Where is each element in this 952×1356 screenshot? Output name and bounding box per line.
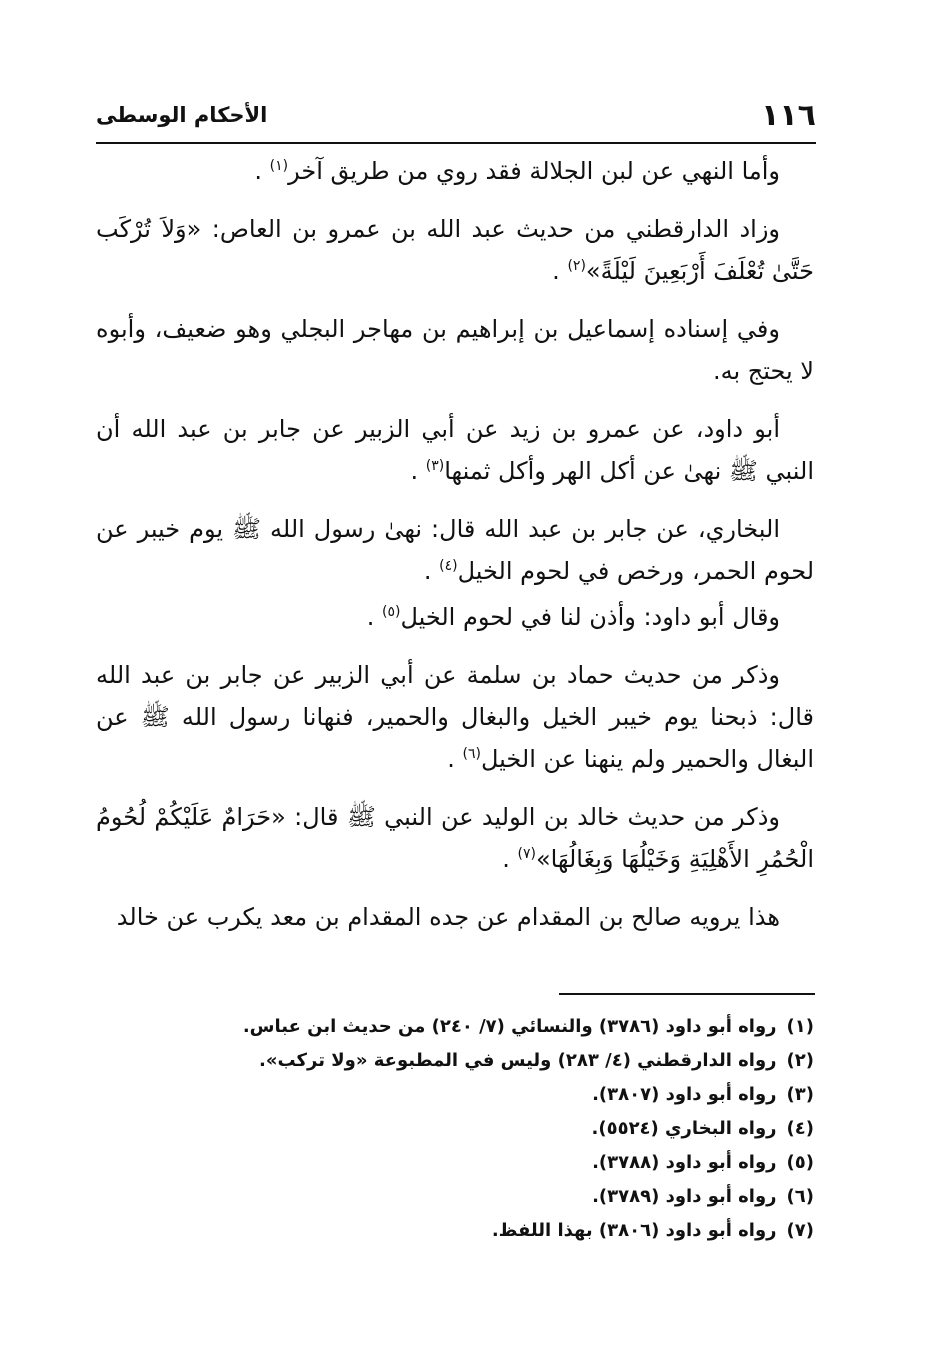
footnote-text: رواه أبو داود (٣٧٨٨). bbox=[592, 1152, 777, 1173]
footnote-number: (١) bbox=[786, 1016, 814, 1037]
footnote-reference: (٣) bbox=[425, 458, 445, 474]
footnote-number: (٥) bbox=[786, 1152, 814, 1173]
footnote-reference: (٥) bbox=[381, 604, 401, 620]
footnote-reference: (٤) bbox=[439, 558, 458, 574]
footnote bbox=[96, 1112, 814, 1146]
paragraph-end: . bbox=[423, 557, 440, 585]
paragraph-end: . bbox=[366, 603, 382, 631]
paragraph-text: وذكر من حديث حماد بن سلمة عن أبي الزبير عن جابر بن عبد الله قال: ذبحنا يوم خيبر الخيل والبغال والحمير، فنهانا رسول الله ﷺ عن البغال والحمير ولم ينهنا عن الخيل bbox=[96, 661, 814, 773]
footnote-number: (٤) bbox=[786, 1118, 814, 1139]
footnotes bbox=[96, 1010, 814, 1248]
paragraph-end: . bbox=[410, 457, 426, 485]
footnote-reference: (٧) bbox=[517, 846, 536, 862]
footnote-text: رواه أبو داود (٣٨٠٦) بهذا اللفظ. bbox=[491, 1220, 777, 1241]
footnote-number: (٢) bbox=[786, 1050, 814, 1071]
paragraph bbox=[96, 150, 814, 192]
page-header bbox=[96, 98, 816, 132]
paragraph-text: وزاد الدارقطني من حديث عبد الله بن عمرو بن العاص: «وَلاَ تُرْكَب حَتَّىٰ تُعْلَفَ أَرْبَعِينَ لَيْلَةً» bbox=[96, 215, 814, 285]
main-text bbox=[96, 150, 814, 954]
paragraph bbox=[96, 208, 814, 292]
paragraph bbox=[96, 796, 814, 880]
running-title: الأحكام الوسطى bbox=[96, 103, 268, 127]
paragraph-text: وذكر من حديث خالد بن الوليد عن النبي ﷺ قال: «حَرَامٌ عَلَيْكُمْ لُحُومُ الْحُمُرِ الأَهْلِيَةِ وَخَيْلُهَا وَبِغَالُهَا» bbox=[96, 803, 814, 873]
paragraph-text: وفي إسناده إسماعيل بن إبراهيم بن مهاجر البجلي وهو ضعيف، وأبوه لا يحتج به. bbox=[96, 315, 814, 385]
paragraph-end: . bbox=[552, 257, 568, 285]
paragraph-text: هذا يرويه صالح بن المقدام عن جده المقدام بن معد يكرب عن خالد bbox=[116, 903, 780, 931]
footnote bbox=[96, 1146, 814, 1180]
footnote-text: رواه أبو داود (٣٨٠٧). bbox=[592, 1084, 777, 1105]
paragraph-end: . bbox=[502, 845, 518, 873]
paragraph bbox=[96, 654, 814, 780]
footnote-reference: (٢) bbox=[567, 258, 586, 274]
footnote-reference: (١) bbox=[269, 158, 289, 174]
paragraph bbox=[96, 596, 814, 638]
paragraph bbox=[96, 508, 814, 592]
footnote bbox=[96, 1078, 814, 1112]
footnote-number: (٣) bbox=[786, 1084, 814, 1105]
footnote-text: رواه أبو داود (٣٧٨٩). bbox=[592, 1186, 777, 1207]
header-rule bbox=[96, 142, 816, 144]
paragraph-text: وأما النهي عن لبن الجلالة فقد روي من طريق آخر bbox=[288, 157, 780, 185]
paragraph bbox=[96, 408, 814, 492]
paragraph bbox=[96, 896, 814, 938]
paragraph-text: البخاري، عن جابر بن عبد الله قال: نهىٰ رسول الله ﷺ يوم خيبر عن لحوم الحمر، ورخص في لحوم الخيل bbox=[96, 515, 814, 585]
footnote-number: (٦) bbox=[786, 1186, 814, 1207]
footnote-text: رواه البخاري (٥٥٢٤). bbox=[591, 1118, 777, 1139]
paragraph-end: . bbox=[254, 157, 270, 185]
paragraph-end: . bbox=[447, 745, 463, 773]
paragraph-text: وقال أبو داود: وأذن لنا في لحوم الخيل bbox=[400, 603, 780, 631]
footnote-text: رواه الدارقطني (٤/ ٢٨٣) وليس في المطبوعة «ولا تركب». bbox=[259, 1050, 777, 1071]
page-number: ١١٦ bbox=[761, 97, 816, 133]
footnote-reference: (٦) bbox=[462, 746, 481, 762]
footnote-text: رواه أبو داود (٣٧٨٦) والنسائي (٧/ ٢٤٠) من حديث ابن عباس. bbox=[242, 1016, 777, 1037]
footnote bbox=[96, 1044, 814, 1078]
footnote bbox=[96, 1214, 814, 1248]
footnote bbox=[96, 1180, 814, 1214]
footnote bbox=[96, 1010, 814, 1044]
paragraph bbox=[96, 308, 814, 392]
footnote-separator bbox=[559, 993, 815, 995]
footnote-number: (٧) bbox=[786, 1220, 814, 1241]
paragraph-text: أبو داود، عن عمرو بن زيد عن أبي الزبير عن جابر بن عبد الله أن النبي ﷺ نهىٰ عن أكل الهر وأكل ثمنها bbox=[96, 415, 814, 485]
